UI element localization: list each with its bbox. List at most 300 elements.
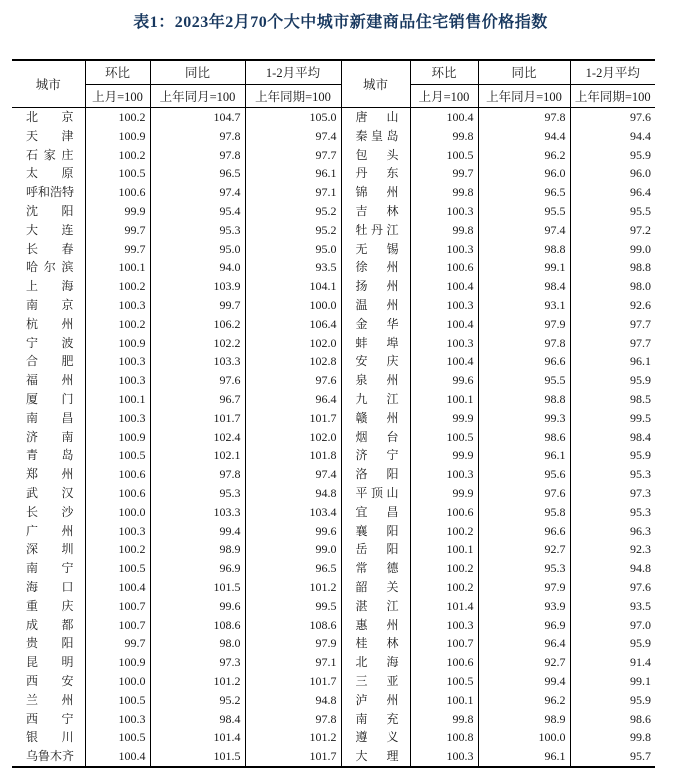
table-row xyxy=(12,465,655,484)
value-cell: 101.7 xyxy=(245,409,341,428)
avg-column-header-right: 1-2月平均 xyxy=(570,60,655,84)
value-cell: 98.4 xyxy=(478,277,570,296)
value-cell: 99.3 xyxy=(478,409,570,428)
city-cell xyxy=(341,522,410,541)
header-row-groups xyxy=(12,60,655,84)
yoy-column-header-right: 同比 xyxy=(478,60,570,84)
city-cell xyxy=(12,484,85,503)
city-name: 杭州 xyxy=(26,316,74,331)
value-cell: 93.5 xyxy=(245,258,341,277)
mom-column-header-right: 环比 xyxy=(410,60,478,84)
value-cell: 98.8 xyxy=(478,390,570,409)
city-cell xyxy=(12,409,85,428)
city-name: 赣州 xyxy=(355,410,399,425)
city-name: 昆明 xyxy=(26,655,74,670)
value-cell: 99.7 xyxy=(85,240,150,259)
city-cell xyxy=(12,522,85,541)
value-cell: 98.9 xyxy=(150,540,245,559)
value-cell: 97.9 xyxy=(478,315,570,334)
value-cell: 96.5 xyxy=(245,559,341,578)
value-cell: 96.0 xyxy=(630,166,651,181)
value-cell: 101.5 xyxy=(150,747,245,767)
value-cell: 102.0 xyxy=(245,334,341,353)
value-cell: 100.6 xyxy=(410,653,478,672)
value-cell: 100.3 xyxy=(410,465,478,484)
value-cell: 103.3 xyxy=(150,503,245,522)
value-cell: 100.4 xyxy=(410,315,478,334)
table-row xyxy=(12,446,655,465)
value-cell: 99.9 xyxy=(410,484,478,503)
city-cell xyxy=(12,277,85,296)
value-cell: 106.2 xyxy=(150,315,245,334)
value-cell: 100.3 xyxy=(410,202,478,221)
value-cell: 100.4 xyxy=(410,277,478,296)
value-cell: 101.2 xyxy=(245,578,341,597)
table-row xyxy=(12,653,655,672)
value-cell: 100.6 xyxy=(410,258,478,277)
value-cell: 100.3 xyxy=(85,296,150,315)
city-name: 天津 xyxy=(26,128,74,143)
value-cell: 97.6 xyxy=(478,484,570,503)
value-cell: 96.2 xyxy=(478,691,570,710)
city-name: 唐山 xyxy=(355,110,399,124)
value-cell: 100.2 xyxy=(410,578,478,597)
table-row xyxy=(12,146,655,165)
table-row xyxy=(12,540,655,559)
value-cell: 99.1 xyxy=(478,258,570,277)
city-name: 宁波 xyxy=(26,335,74,350)
city-cell xyxy=(12,164,85,183)
city-name: 大理 xyxy=(355,749,399,764)
table-row xyxy=(12,164,655,183)
value-cell: 94.4 xyxy=(478,127,570,146)
value-cell: 100.7 xyxy=(85,616,150,635)
value-cell: 95.8 xyxy=(478,503,570,522)
city-name: 丹东 xyxy=(355,166,399,181)
city-cell xyxy=(341,296,410,315)
value-cell: 100.2 xyxy=(85,540,150,559)
city-cell xyxy=(341,352,410,371)
value-cell: 100.0 xyxy=(85,672,150,691)
value-cell: 101.4 xyxy=(150,728,245,747)
value-cell: 92.7 xyxy=(478,540,570,559)
city-name: 无锡 xyxy=(355,241,399,256)
city-name: 广州 xyxy=(26,523,74,538)
value-cell: 94.0 xyxy=(150,258,245,277)
value-cell: 97.8 xyxy=(478,334,570,353)
value-cell: 100.3 xyxy=(410,334,478,353)
city-name: 济南 xyxy=(26,429,74,444)
value-cell: 95.9 xyxy=(630,147,651,162)
value-cell: 100.9 xyxy=(85,653,150,672)
price-index-table xyxy=(12,59,655,768)
city-cell xyxy=(12,503,85,522)
city-cell xyxy=(12,710,85,729)
value-cell: 100.5 xyxy=(85,446,150,465)
city-cell xyxy=(12,240,85,259)
value-cell: 98.8 xyxy=(630,260,651,275)
value-cell: 97.1 xyxy=(245,653,341,672)
table-row xyxy=(12,578,655,597)
value-cell: 102.8 xyxy=(245,352,341,371)
value-cell: 100.4 xyxy=(410,352,478,371)
value-cell: 95.5 xyxy=(478,371,570,390)
city-name: 泸州 xyxy=(355,692,399,707)
value-cell: 96.9 xyxy=(478,616,570,635)
city-name: 扬州 xyxy=(355,279,399,294)
city-cell xyxy=(341,258,410,277)
city-name: 成都 xyxy=(26,617,74,632)
city-cell xyxy=(341,559,410,578)
value-cell: 95.2 xyxy=(245,221,341,240)
value-cell: 99.6 xyxy=(245,522,341,541)
city-cell xyxy=(341,108,410,127)
city-name: 包头 xyxy=(355,147,399,162)
page xyxy=(0,13,681,773)
value-cell: 99.7 xyxy=(150,296,245,315)
value-cell: 97.8 xyxy=(150,146,245,165)
city-cell xyxy=(341,146,410,165)
value-cell: 100.3 xyxy=(85,409,150,428)
city-cell xyxy=(341,653,410,672)
city-name: 重庆 xyxy=(26,598,74,613)
value-cell: 100.9 xyxy=(85,428,150,447)
value-cell: 97.6 xyxy=(630,579,651,594)
value-cell: 104.1 xyxy=(245,277,341,296)
value-cell: 97.3 xyxy=(630,485,651,500)
value-cell: 99.0 xyxy=(630,241,651,256)
value-cell: 93.1 xyxy=(478,296,570,315)
city-cell xyxy=(12,597,85,616)
city-cell xyxy=(341,221,410,240)
value-cell: 101.2 xyxy=(245,728,341,747)
city-name: 常德 xyxy=(355,561,399,576)
value-cell: 97.4 xyxy=(478,221,570,240)
value-cell: 100.1 xyxy=(410,390,478,409)
value-cell: 108.6 xyxy=(245,616,341,635)
value-cell: 95.3 xyxy=(630,467,651,482)
value-cell: 100.0 xyxy=(478,728,570,747)
value-cell: 100.5 xyxy=(410,146,478,165)
value-cell: 96.5 xyxy=(478,183,570,202)
value-cell: 91.4 xyxy=(630,655,651,670)
city-cell xyxy=(12,296,85,315)
city-name: 三亚 xyxy=(355,673,399,688)
city-cell xyxy=(341,202,410,221)
city-cell xyxy=(12,428,85,447)
value-cell: 97.7 xyxy=(630,316,651,331)
value-cell: 100.3 xyxy=(410,296,478,315)
value-cell: 100.2 xyxy=(85,277,150,296)
city-cell xyxy=(341,371,410,390)
city-cell xyxy=(341,747,410,767)
city-cell xyxy=(341,597,410,616)
city-name: 南充 xyxy=(355,711,399,726)
value-cell: 99.5 xyxy=(245,597,341,616)
value-cell: 99.5 xyxy=(630,410,651,425)
value-cell: 98.9 xyxy=(478,710,570,729)
value-cell: 95.5 xyxy=(478,202,570,221)
value-cell: 94.4 xyxy=(630,128,651,143)
mom-base-header-right: 上月=100 xyxy=(410,84,478,108)
city-name: 西安 xyxy=(26,673,74,688)
yoy-base-header-left: 上年同月=100 xyxy=(150,84,245,108)
table-row xyxy=(12,202,655,221)
value-cell: 95.2 xyxy=(245,202,341,221)
value-cell: 95.9 xyxy=(630,448,651,463)
value-cell: 95.9 xyxy=(630,692,651,707)
table-row xyxy=(12,221,655,240)
table-row xyxy=(12,296,655,315)
value-cell: 99.8 xyxy=(410,221,478,240)
city-name: 徐州 xyxy=(355,260,399,275)
value-cell: 100.1 xyxy=(410,540,478,559)
city-cell xyxy=(341,240,410,259)
city-name: 哈尔滨 xyxy=(26,260,74,275)
mom-column-header-left: 环比 xyxy=(85,60,150,84)
city-name: 襄阳 xyxy=(355,523,399,538)
table-row xyxy=(12,710,655,729)
value-cell: 93.9 xyxy=(478,597,570,616)
avg-base-header-left: 上年同期=100 xyxy=(245,84,341,108)
value-cell: 100.4 xyxy=(85,747,150,767)
value-cell: 97.6 xyxy=(150,371,245,390)
city-cell xyxy=(12,146,85,165)
table-row xyxy=(12,258,655,277)
value-cell: 102.1 xyxy=(150,446,245,465)
value-cell: 103.3 xyxy=(150,352,245,371)
city-name: 泉州 xyxy=(355,373,399,388)
value-cell: 96.4 xyxy=(478,634,570,653)
value-cell: 96.6 xyxy=(478,522,570,541)
value-cell: 100.2 xyxy=(85,315,150,334)
city-cell xyxy=(341,672,410,691)
table-row xyxy=(12,334,655,353)
value-cell: 100.9 xyxy=(85,127,150,146)
city-name: 安庆 xyxy=(355,354,399,369)
value-cell: 106.4 xyxy=(245,315,341,334)
value-cell: 97.8 xyxy=(150,127,245,146)
value-cell: 100.8 xyxy=(410,728,478,747)
value-cell: 100.6 xyxy=(85,183,150,202)
city-name: 太原 xyxy=(26,166,74,181)
table-row xyxy=(12,522,655,541)
city-name: 宜昌 xyxy=(355,504,399,519)
value-cell: 97.8 xyxy=(150,465,245,484)
header-row-base-period xyxy=(12,84,655,108)
table-row xyxy=(12,352,655,371)
value-cell: 98.0 xyxy=(630,279,651,294)
value-cell: 100.1 xyxy=(85,390,150,409)
value-cell: 100.2 xyxy=(85,146,150,165)
value-cell: 95.3 xyxy=(150,484,245,503)
value-cell: 98.6 xyxy=(478,428,570,447)
value-cell: 100.3 xyxy=(410,616,478,635)
city-name: 桂林 xyxy=(355,636,399,651)
value-cell: 95.9 xyxy=(630,636,651,651)
city-cell xyxy=(12,315,85,334)
value-cell: 97.3 xyxy=(150,653,245,672)
value-cell: 93.5 xyxy=(630,598,651,613)
value-cell: 97.7 xyxy=(245,146,341,165)
value-cell: 100.4 xyxy=(410,108,478,127)
city-name: 温州 xyxy=(355,297,399,312)
value-cell: 98.8 xyxy=(478,240,570,259)
city-cell xyxy=(12,540,85,559)
city-name: 武汉 xyxy=(26,485,74,500)
value-cell: 95.5 xyxy=(630,203,651,218)
city-cell xyxy=(341,183,410,202)
city-name: 洛阳 xyxy=(355,467,399,482)
city-name: 呼和浩特 xyxy=(26,185,75,200)
table-row xyxy=(12,728,655,747)
value-cell: 98.6 xyxy=(630,711,651,726)
value-cell: 99.0 xyxy=(245,540,341,559)
mom-base-header-left: 上月=100 xyxy=(85,84,150,108)
value-cell: 99.7 xyxy=(85,221,150,240)
city-cell xyxy=(12,221,85,240)
city-cell xyxy=(12,578,85,597)
value-cell: 100.3 xyxy=(410,747,478,767)
value-cell: 105.0 xyxy=(245,108,341,127)
city-name: 厦门 xyxy=(26,391,74,406)
city-name: 贵阳 xyxy=(26,636,74,651)
city-name: 海口 xyxy=(26,579,74,594)
value-cell: 96.3 xyxy=(630,523,651,538)
city-cell xyxy=(341,503,410,522)
city-cell xyxy=(341,409,410,428)
city-cell xyxy=(12,559,85,578)
value-cell: 100.2 xyxy=(85,108,150,127)
city-name: 北京 xyxy=(26,110,74,124)
city-name: 遵义 xyxy=(355,730,399,745)
table-row xyxy=(12,747,655,767)
value-cell: 99.7 xyxy=(85,634,150,653)
city-cell xyxy=(12,334,85,353)
value-cell: 100.3 xyxy=(85,522,150,541)
value-cell: 103.9 xyxy=(150,277,245,296)
city-name: 蚌埠 xyxy=(355,335,399,350)
city-cell xyxy=(12,634,85,653)
table-row xyxy=(12,597,655,616)
value-cell: 96.4 xyxy=(630,185,651,200)
city-name: 秦皇岛 xyxy=(355,128,399,143)
city-cell xyxy=(341,540,410,559)
value-cell: 96.2 xyxy=(478,146,570,165)
table-title: 表1：2023年2月70个大中城市新建商品住宅销售价格指数 xyxy=(133,14,548,31)
value-cell: 104.7 xyxy=(150,108,245,127)
table-row xyxy=(12,672,655,691)
city-name: 青岛 xyxy=(26,448,74,463)
value-cell: 99.4 xyxy=(478,672,570,691)
value-cell: 97.1 xyxy=(245,183,341,202)
value-cell: 100.5 xyxy=(410,428,478,447)
table-header xyxy=(12,60,655,108)
value-cell: 95.6 xyxy=(478,465,570,484)
value-cell: 100.6 xyxy=(85,484,150,503)
table-row xyxy=(12,484,655,503)
value-cell: 92.6 xyxy=(630,297,651,312)
value-cell: 98.4 xyxy=(630,429,651,444)
city-name: 吉林 xyxy=(355,203,399,218)
price-table-body xyxy=(12,108,655,767)
city-name: 湛江 xyxy=(355,598,399,613)
value-cell: 97.9 xyxy=(478,578,570,597)
city-name: 韶关 xyxy=(355,579,399,594)
city-cell xyxy=(341,691,410,710)
city-cell xyxy=(12,616,85,635)
value-cell: 95.3 xyxy=(478,559,570,578)
value-cell: 99.6 xyxy=(150,597,245,616)
value-cell: 99.8 xyxy=(410,127,478,146)
value-cell: 95.0 xyxy=(245,240,341,259)
table-row xyxy=(12,108,655,127)
table-row xyxy=(12,390,655,409)
value-cell: 99.6 xyxy=(410,371,478,390)
city-cell xyxy=(341,277,410,296)
value-cell: 96.6 xyxy=(478,352,570,371)
value-cell: 100.6 xyxy=(410,503,478,522)
value-cell: 101.8 xyxy=(245,446,341,465)
city-name: 牡丹江 xyxy=(355,222,399,237)
table-row xyxy=(12,240,655,259)
value-cell: 102.0 xyxy=(245,428,341,447)
value-cell: 100.3 xyxy=(85,710,150,729)
city-name: 平顶山 xyxy=(355,485,399,500)
city-cell xyxy=(12,653,85,672)
value-cell: 98.4 xyxy=(150,710,245,729)
value-cell: 97.0 xyxy=(630,617,651,632)
city-column-header-right: 城市 xyxy=(341,60,410,108)
value-cell: 99.9 xyxy=(410,446,478,465)
city-cell xyxy=(341,710,410,729)
city-cell xyxy=(341,315,410,334)
value-cell: 96.5 xyxy=(150,164,245,183)
city-name: 西宁 xyxy=(26,711,74,726)
city-name: 银川 xyxy=(26,730,74,745)
city-cell xyxy=(341,428,410,447)
value-cell: 97.9 xyxy=(245,634,341,653)
value-cell: 100.7 xyxy=(410,634,478,653)
city-cell xyxy=(12,672,85,691)
city-name: 深圳 xyxy=(26,542,74,557)
value-cell: 100.1 xyxy=(85,258,150,277)
value-cell: 101.7 xyxy=(245,672,341,691)
city-cell xyxy=(12,352,85,371)
city-name: 南昌 xyxy=(26,410,74,425)
value-cell: 102.4 xyxy=(150,428,245,447)
city-cell xyxy=(12,371,85,390)
value-cell: 99.8 xyxy=(410,710,478,729)
value-cell: 101.5 xyxy=(150,578,245,597)
value-cell: 100.6 xyxy=(85,465,150,484)
value-cell: 95.3 xyxy=(150,221,245,240)
value-cell: 94.8 xyxy=(245,691,341,710)
value-cell: 100.7 xyxy=(85,597,150,616)
city-cell xyxy=(341,127,410,146)
city-cell xyxy=(341,634,410,653)
value-cell: 99.9 xyxy=(410,409,478,428)
city-name: 福州 xyxy=(26,373,74,388)
city-cell xyxy=(341,728,410,747)
value-cell: 96.1 xyxy=(478,446,570,465)
value-cell: 92.3 xyxy=(630,542,651,557)
city-name: 上海 xyxy=(26,279,74,294)
value-cell: 95.4 xyxy=(150,202,245,221)
city-name: 岳阳 xyxy=(355,542,399,557)
value-cell: 94.8 xyxy=(630,561,651,576)
value-cell: 97.4 xyxy=(245,127,341,146)
